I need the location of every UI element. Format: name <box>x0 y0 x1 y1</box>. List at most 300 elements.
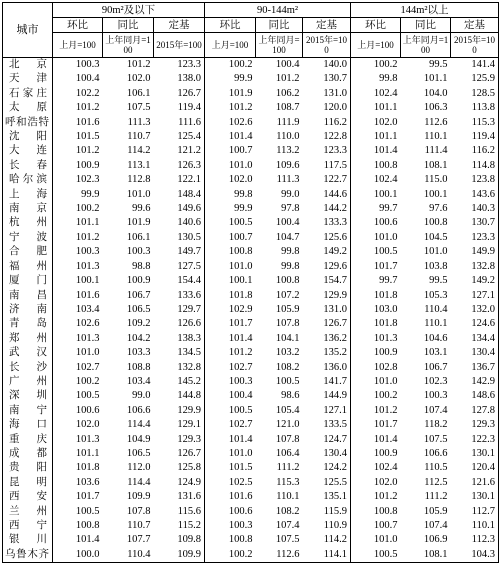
value-cell-medium-mom: 102.6 <box>205 116 256 130</box>
value-cell-small-yoy: 110.4 <box>127 548 151 560</box>
value-cell-small-mom: 101.2 <box>53 101 103 115</box>
table-row <box>3 418 499 432</box>
value-cell-small-fixed: 126.6 <box>177 318 201 330</box>
value-cell-medium-yoy: 104.1 <box>275 332 300 344</box>
value-cell-large-mom: 100.1 <box>351 188 401 202</box>
value-cell-medium-mom: 102.7 <box>205 418 256 432</box>
value-cell-large-mom: 100.8 <box>351 159 401 173</box>
value-cell-large-mom: 101.2 <box>351 404 401 418</box>
table-row <box>3 173 499 187</box>
value-cell-small-mom: 102.3 <box>53 173 103 187</box>
value-cell-small-fixed: 127.5 <box>177 260 201 272</box>
value-cell-large-fixed: 134.4 <box>471 332 496 344</box>
city-cell: 福州 <box>3 260 53 274</box>
value-cell-medium-fixed: 131.0 <box>323 87 348 99</box>
value-cell-medium-yoy: 107.4 <box>275 520 300 531</box>
value-cell-medium-yoy: 100.8 <box>275 275 300 287</box>
value-cell-large-fixed: 130.7 <box>471 217 496 229</box>
value-cell-medium-yoy: 107.5 <box>275 534 300 546</box>
value-cell-large-fixed: 149.2 <box>471 275 496 287</box>
value-cell-medium-yoy: 112.6 <box>276 548 300 560</box>
value-cell-large-mom: 100.5 <box>351 245 401 259</box>
value-cell-medium-mom: 100.5 <box>205 404 256 418</box>
value-cell-small-mom: 102.6 <box>53 317 103 331</box>
value-cell-large-mom: 102.0 <box>351 116 401 130</box>
value-cell-small-yoy: 107.5 <box>126 102 151 114</box>
value-cell-medium-mom: 100.4 <box>205 389 256 403</box>
value-cell-small-mom: 101.3 <box>53 332 103 346</box>
base-header-small-fixed: 2015年=100 <box>154 33 205 58</box>
value-cell-medium-mom: 101.4 <box>205 130 256 144</box>
value-cell-medium-mom: 101.4 <box>205 332 256 346</box>
value-cell-small-yoy: 111.3 <box>127 116 151 128</box>
value-cell-medium-fixed: 136.2 <box>323 332 348 344</box>
value-cell-medium-yoy: 105.4 <box>275 404 300 416</box>
value-cell-small-yoy: 99.0 <box>132 390 151 402</box>
value-cell-small-mom: 100.5 <box>53 505 103 519</box>
column-header-medium-fixed: 定基 <box>303 18 351 33</box>
value-cell-small-yoy: 106.7 <box>126 289 151 301</box>
table-row <box>3 361 499 375</box>
value-cell-small-mom: 100.3 <box>53 245 103 259</box>
value-cell-small-yoy: 103.3 <box>126 347 151 359</box>
city-cell: 郑州 <box>3 332 53 346</box>
value-cell-small-fixed: 126.7 <box>177 87 201 99</box>
value-cell-large-fixed: 112.7 <box>471 505 496 517</box>
value-cell-large-fixed: 141.4 <box>471 59 496 70</box>
table-row <box>3 317 499 331</box>
value-cell-small-yoy: 102.0 <box>126 73 151 85</box>
value-cell-large-yoy: 107.5 <box>423 433 448 445</box>
value-cell-small-mom: 99.9 <box>53 188 103 202</box>
value-cell-medium-mom: 100.5 <box>205 216 256 230</box>
value-cell-large-fixed: 113.8 <box>471 102 496 114</box>
value-cell-small-mom: 101.2 <box>53 144 103 158</box>
value-cell-medium-fixed: 133.3 <box>323 217 348 229</box>
value-cell-medium-fixed: 144.2 <box>323 203 348 215</box>
city-cell: 沈阳 <box>3 130 53 144</box>
value-cell-large-yoy: 107.4 <box>423 520 448 531</box>
value-cell-small-mom: 100.2 <box>53 202 103 216</box>
value-cell-medium-mom: 100.3 <box>205 519 256 533</box>
value-cell-medium-mom: 102.0 <box>205 173 256 187</box>
base-header-small-yoy: 上年同月=100 <box>103 33 154 58</box>
value-cell-large-fixed: 125.9 <box>471 73 496 85</box>
value-cell-small-fixed: 129.3 <box>177 433 201 445</box>
city-cell: 石家庄 <box>3 87 53 101</box>
value-cell-medium-fixed: 144.6 <box>323 188 348 200</box>
value-cell-small-fixed: 119.4 <box>177 102 201 114</box>
value-cell-large-mom: 101.4 <box>351 144 401 158</box>
value-cell-medium-mom: 101.6 <box>205 490 256 504</box>
value-cell-large-yoy: 100.8 <box>423 217 448 229</box>
city-cell: 呼和浩特 <box>3 116 53 130</box>
city-cell: 深圳 <box>3 389 53 403</box>
value-cell-small-fixed: 126.3 <box>177 159 201 171</box>
value-cell-medium-mom: 99.8 <box>205 188 256 202</box>
value-cell-small-yoy: 114.2 <box>127 145 151 157</box>
city-cell: 厦门 <box>3 274 53 288</box>
value-cell-small-fixed: 124.9 <box>177 476 201 488</box>
value-cell-medium-mom: 101.5 <box>205 461 256 475</box>
value-cell-small-yoy: 101.9 <box>126 217 151 229</box>
value-cell-medium-fixed: 115.9 <box>323 505 348 517</box>
value-cell-large-yoy: 108.1 <box>423 548 448 560</box>
base-header-large-yoy: 上年同月=100 <box>401 33 451 58</box>
value-cell-medium-yoy: 99.8 <box>281 246 300 258</box>
group-header-small: 90m²及以下 <box>53 3 205 18</box>
value-cell-small-fixed: 134.5 <box>177 347 201 359</box>
value-cell-medium-yoy: 110.1 <box>276 491 300 503</box>
value-cell-medium-mom: 101.7 <box>205 317 256 331</box>
city-cell: 南昌 <box>3 289 53 303</box>
value-cell-large-yoy: 106.3 <box>423 102 448 114</box>
value-cell-medium-fixed: 125.6 <box>323 231 348 243</box>
value-cell-large-mom: 101.3 <box>351 332 401 346</box>
value-cell-medium-yoy: 107.8 <box>275 433 300 445</box>
table-row <box>3 260 499 274</box>
value-cell-small-yoy: 112.0 <box>127 462 151 474</box>
value-cell-small-mom: 100.3 <box>53 58 103 73</box>
table-row <box>3 87 499 101</box>
base-header-medium-yoy: 上年同月=100 <box>256 33 303 58</box>
value-cell-large-yoy: 110.5 <box>424 462 448 474</box>
table-row <box>3 505 499 519</box>
column-header-small-mom: 环比 <box>53 18 103 33</box>
city-cell: 贵阳 <box>3 461 53 475</box>
value-cell-small-yoy: 104.2 <box>126 332 151 344</box>
value-cell-large-fixed: 119.4 <box>471 131 496 143</box>
table-row <box>3 116 499 130</box>
value-cell-large-mom: 101.4 <box>351 433 401 447</box>
value-cell-small-yoy: 101.0 <box>126 188 151 200</box>
value-cell-small-mom: 101.5 <box>53 130 103 144</box>
value-cell-medium-mom: 102.9 <box>205 303 256 317</box>
value-cell-large-mom: 100.6 <box>351 216 401 230</box>
value-cell-medium-yoy: 104.7 <box>275 231 300 243</box>
value-cell-medium-yoy: 98.6 <box>281 390 300 402</box>
value-cell-medium-fixed: 120.0 <box>323 102 348 114</box>
value-cell-large-yoy: 118.2 <box>424 419 448 431</box>
value-cell-large-yoy: 106.6 <box>423 447 448 459</box>
value-cell-small-fixed: 115.6 <box>177 505 201 517</box>
city-cell: 哈尔滨 <box>3 173 53 187</box>
table-row <box>3 188 499 202</box>
value-cell-small-yoy: 106.5 <box>126 303 151 315</box>
value-cell-medium-fixed: 129.6 <box>323 260 348 272</box>
city-cell: 成都 <box>3 447 53 461</box>
value-cell-medium-mom: 101.8 <box>205 289 256 303</box>
value-cell-large-yoy: 101.0 <box>423 246 448 258</box>
value-cell-medium-mom: 100.7 <box>205 144 256 158</box>
value-cell-small-yoy: 108.8 <box>126 361 151 373</box>
value-cell-small-fixed: 129.7 <box>177 303 201 315</box>
city-cell: 银川 <box>3 533 53 547</box>
value-cell-medium-fixed: 141.7 <box>323 375 348 387</box>
value-cell-large-fixed: 123.3 <box>471 231 496 243</box>
value-cell-small-yoy: 106.1 <box>126 231 151 243</box>
value-cell-medium-fixed: 154.7 <box>323 275 348 287</box>
table-row <box>3 375 499 389</box>
city-cell: 天津 <box>3 72 53 86</box>
value-cell-large-yoy: 104.6 <box>423 332 448 344</box>
value-cell-medium-mom: 100.1 <box>205 274 256 288</box>
value-cell-large-yoy: 108.1 <box>423 159 448 171</box>
value-cell-medium-fixed: 136.0 <box>323 361 348 373</box>
column-header-small-yoy: 同比 <box>103 18 154 33</box>
value-cell-large-yoy: 105.3 <box>423 289 448 301</box>
value-cell-small-yoy: 109.9 <box>126 491 151 503</box>
value-cell-small-yoy: 106.6 <box>126 404 151 416</box>
city-cell: 广州 <box>3 375 53 389</box>
value-cell-medium-mom: 100.3 <box>205 375 256 389</box>
column-header-large-fixed: 定基 <box>451 18 499 33</box>
value-cell-medium-fixed: 114.1 <box>323 548 348 560</box>
housing-price-index-table <box>2 2 499 563</box>
table-row <box>3 303 499 317</box>
value-cell-medium-mom: 102.5 <box>205 476 256 490</box>
value-cell-large-yoy: 99.5 <box>429 59 448 70</box>
value-cell-medium-mom: 100.8 <box>205 245 256 259</box>
value-cell-large-fixed: 142.9 <box>471 375 496 387</box>
value-cell-large-yoy: 111.4 <box>424 145 448 157</box>
column-header-medium-yoy: 同比 <box>256 18 303 33</box>
value-cell-large-mom: 103.0 <box>351 303 401 317</box>
value-cell-small-fixed: 133.6 <box>177 289 201 301</box>
value-cell-medium-fixed: 124.2 <box>323 462 348 474</box>
column-header-medium-mom: 环比 <box>205 18 256 33</box>
value-cell-medium-fixed: 116.2 <box>323 116 348 128</box>
value-cell-large-mom: 101.8 <box>351 289 401 303</box>
value-cell-small-fixed: 145.2 <box>177 375 201 387</box>
column-header-large-yoy: 同比 <box>401 18 451 33</box>
group-header-large: 144m²以上 <box>351 3 499 18</box>
value-cell-small-yoy: 100.3 <box>126 246 151 258</box>
value-cell-small-yoy: 104.9 <box>126 433 151 445</box>
value-cell-medium-yoy: 113.2 <box>276 145 300 157</box>
value-cell-medium-fixed: 135.2 <box>323 347 348 359</box>
value-cell-medium-yoy: 101.2 <box>275 73 300 85</box>
value-cell-large-yoy: 103.1 <box>423 347 448 359</box>
value-cell-large-yoy: 110.1 <box>424 131 448 143</box>
value-cell-medium-fixed: 124.7 <box>323 433 348 445</box>
value-cell-medium-yoy: 108.7 <box>275 102 300 114</box>
value-cell-small-mom: 102.0 <box>53 418 103 432</box>
value-cell-medium-mom: 100.8 <box>205 533 256 547</box>
value-cell-small-mom: 103.4 <box>53 303 103 317</box>
value-cell-small-fixed: 149.7 <box>177 246 201 258</box>
value-cell-medium-fixed: 117.5 <box>323 159 348 171</box>
value-cell-medium-yoy: 99.8 <box>281 260 300 272</box>
value-cell-small-fixed: 111.6 <box>178 116 201 128</box>
value-cell-medium-yoy: 100.5 <box>275 375 300 387</box>
value-cell-small-fixed: 109.8 <box>177 534 201 546</box>
value-cell-small-mom: 101.1 <box>53 216 103 230</box>
value-cell-large-fixed: 124.6 <box>471 318 496 330</box>
value-cell-large-fixed: 132.8 <box>471 260 496 272</box>
value-cell-large-fixed: 115.3 <box>471 116 496 128</box>
value-cell-small-fixed: 131.6 <box>177 491 201 503</box>
value-cell-medium-yoy: 105.9 <box>275 303 300 315</box>
value-cell-small-yoy: 109.2 <box>126 318 151 330</box>
value-cell-medium-fixed: 122.7 <box>323 174 348 186</box>
value-cell-large-mom: 102.8 <box>351 361 401 375</box>
value-cell-small-fixed: 149.6 <box>177 203 201 215</box>
value-cell-large-yoy: 105.9 <box>423 505 448 517</box>
value-cell-medium-fixed: 127.1 <box>323 404 348 416</box>
city-cell: 南京 <box>3 202 53 216</box>
value-cell-large-mom: 100.8 <box>351 505 401 519</box>
value-cell-medium-yoy: 106.2 <box>275 87 300 99</box>
value-cell-large-fixed: 127.8 <box>471 404 496 416</box>
value-cell-small-yoy: 114.4 <box>127 419 151 431</box>
value-cell-medium-mom: 101.0 <box>205 447 256 461</box>
value-cell-large-mom: 100.2 <box>351 58 401 73</box>
city-cell: 海口 <box>3 418 53 432</box>
value-cell-medium-yoy: 115.3 <box>276 476 300 488</box>
value-cell-small-mom: 100.4 <box>53 72 103 86</box>
value-cell-medium-mom: 99.9 <box>205 72 256 86</box>
city-cell: 济南 <box>3 303 53 317</box>
value-cell-medium-mom: 101.2 <box>205 346 256 360</box>
value-cell-small-yoy: 110.7 <box>127 131 151 143</box>
value-cell-large-mom: 100.2 <box>351 389 401 403</box>
value-cell-medium-yoy: 100.4 <box>275 59 300 70</box>
value-cell-small-fixed: 115.2 <box>177 520 201 531</box>
city-cell: 上海 <box>3 188 53 202</box>
value-cell-small-yoy: 99.6 <box>132 203 151 215</box>
value-cell-large-yoy: 100.1 <box>423 188 448 200</box>
value-cell-large-fixed: 130.4 <box>471 347 496 359</box>
table-row <box>3 202 499 216</box>
value-cell-small-yoy: 103.4 <box>126 375 151 387</box>
value-cell-large-fixed: 120.4 <box>471 462 496 474</box>
value-cell-large-mom: 102.4 <box>351 461 401 475</box>
value-cell-medium-yoy: 121.0 <box>275 419 300 431</box>
value-cell-small-yoy: 100.9 <box>126 275 151 287</box>
city-column-header: 城市 <box>3 3 53 58</box>
value-cell-large-mom: 102.0 <box>351 476 401 490</box>
city-cell: 北京 <box>3 58 53 73</box>
value-cell-small-mom: 100.8 <box>53 519 103 533</box>
value-cell-large-fixed: 128.5 <box>471 87 496 99</box>
value-cell-large-mom: 101.0 <box>351 375 401 389</box>
value-cell-small-fixed: 154.4 <box>177 275 201 287</box>
value-cell-small-mom: 100.9 <box>53 159 103 173</box>
table-row <box>3 159 499 173</box>
city-cell: 长春 <box>3 159 53 173</box>
value-cell-small-mom: 100.6 <box>53 404 103 418</box>
value-cell-medium-fixed: 130.7 <box>323 73 348 85</box>
table-row <box>3 274 499 288</box>
value-cell-small-mom: 100.2 <box>53 375 103 389</box>
value-cell-small-mom: 100.0 <box>53 548 103 563</box>
value-cell-large-mom: 99.7 <box>351 274 401 288</box>
value-cell-large-yoy: 107.4 <box>423 404 448 416</box>
value-cell-medium-fixed: 144.9 <box>323 390 348 402</box>
value-cell-medium-mom: 101.2 <box>205 101 256 115</box>
value-cell-small-yoy: 101.2 <box>126 59 151 70</box>
value-cell-small-yoy: 98.8 <box>132 260 151 272</box>
value-cell-small-fixed: 129.1 <box>177 419 201 431</box>
value-cell-medium-fixed: 140.0 <box>323 59 348 70</box>
table-row <box>3 433 499 447</box>
value-cell-medium-fixed: 110.9 <box>323 520 348 531</box>
value-cell-medium-mom: 101.0 <box>205 260 256 274</box>
value-cell-small-fixed: 132.8 <box>177 361 201 373</box>
city-cell: 兰州 <box>3 505 53 519</box>
value-cell-large-yoy: 115.0 <box>424 174 448 186</box>
value-cell-medium-yoy: 109.6 <box>275 159 300 171</box>
value-cell-medium-yoy: 103.2 <box>275 347 300 359</box>
city-cell: 大连 <box>3 144 53 158</box>
value-cell-large-fixed: 112.3 <box>471 534 496 546</box>
value-cell-medium-yoy: 107.2 <box>275 289 300 301</box>
table-body <box>3 58 499 563</box>
value-cell-large-yoy: 106.9 <box>423 534 448 546</box>
city-cell: 昆明 <box>3 476 53 490</box>
value-cell-small-mom: 102.2 <box>53 87 103 101</box>
table-row <box>3 245 499 259</box>
table-row <box>3 144 499 158</box>
value-cell-small-mom: 102.7 <box>53 361 103 375</box>
value-cell-small-yoy: 106.1 <box>126 87 151 99</box>
city-cell: 太原 <box>3 101 53 115</box>
value-cell-large-fixed: 121.6 <box>471 476 496 488</box>
value-cell-small-fixed: 148.4 <box>177 188 201 200</box>
value-cell-small-mom: 101.1 <box>53 447 103 461</box>
value-cell-large-mom: 101.1 <box>351 101 401 115</box>
city-cell: 合肥 <box>3 245 53 259</box>
value-cell-small-fixed: 129.9 <box>177 404 201 416</box>
city-cell: 武汉 <box>3 346 53 360</box>
value-cell-small-fixed: 138.0 <box>177 73 201 85</box>
value-cell-small-mom: 101.0 <box>53 346 103 360</box>
value-cell-large-mom: 100.9 <box>351 346 401 360</box>
value-cell-medium-yoy: 106.4 <box>275 447 300 459</box>
value-cell-small-yoy: 110.7 <box>127 520 151 531</box>
value-cell-large-mom: 101.7 <box>351 418 401 432</box>
value-cell-medium-mom: 100.6 <box>205 505 256 519</box>
table-header <box>3 3 499 58</box>
value-cell-large-yoy: 100.3 <box>423 390 448 402</box>
value-cell-large-mom: 102.4 <box>351 173 401 187</box>
value-cell-large-fixed: 116.2 <box>471 145 496 157</box>
value-cell-large-mom: 101.8 <box>351 317 401 331</box>
value-cell-large-fixed: 132.0 <box>471 303 496 315</box>
value-cell-small-mom: 100.5 <box>53 389 103 403</box>
value-cell-large-yoy: 101.1 <box>423 73 448 85</box>
table-row <box>3 389 499 403</box>
city-cell: 杭州 <box>3 216 53 230</box>
value-cell-large-fixed: 130.1 <box>471 447 496 459</box>
column-header-small-fixed: 定基 <box>154 18 205 33</box>
value-cell-large-yoy: 97.6 <box>429 203 448 215</box>
value-cell-large-mom: 99.8 <box>351 72 401 86</box>
value-cell-large-fixed: 110.1 <box>471 520 496 531</box>
value-cell-large-fixed: 129.3 <box>471 419 496 431</box>
value-cell-large-yoy: 112.6 <box>424 116 448 128</box>
table-row <box>3 490 499 504</box>
table-row <box>3 519 499 533</box>
value-cell-large-yoy: 99.5 <box>429 275 448 287</box>
value-cell-large-yoy: 111.2 <box>424 491 448 503</box>
column-header-large-mom: 环比 <box>351 18 401 33</box>
value-cell-small-fixed: 109.9 <box>177 548 201 560</box>
value-cell-large-fixed: 140.3 <box>471 203 496 215</box>
value-cell-small-yoy: 112.8 <box>127 174 151 186</box>
value-cell-medium-fixed: 125.5 <box>323 476 348 488</box>
